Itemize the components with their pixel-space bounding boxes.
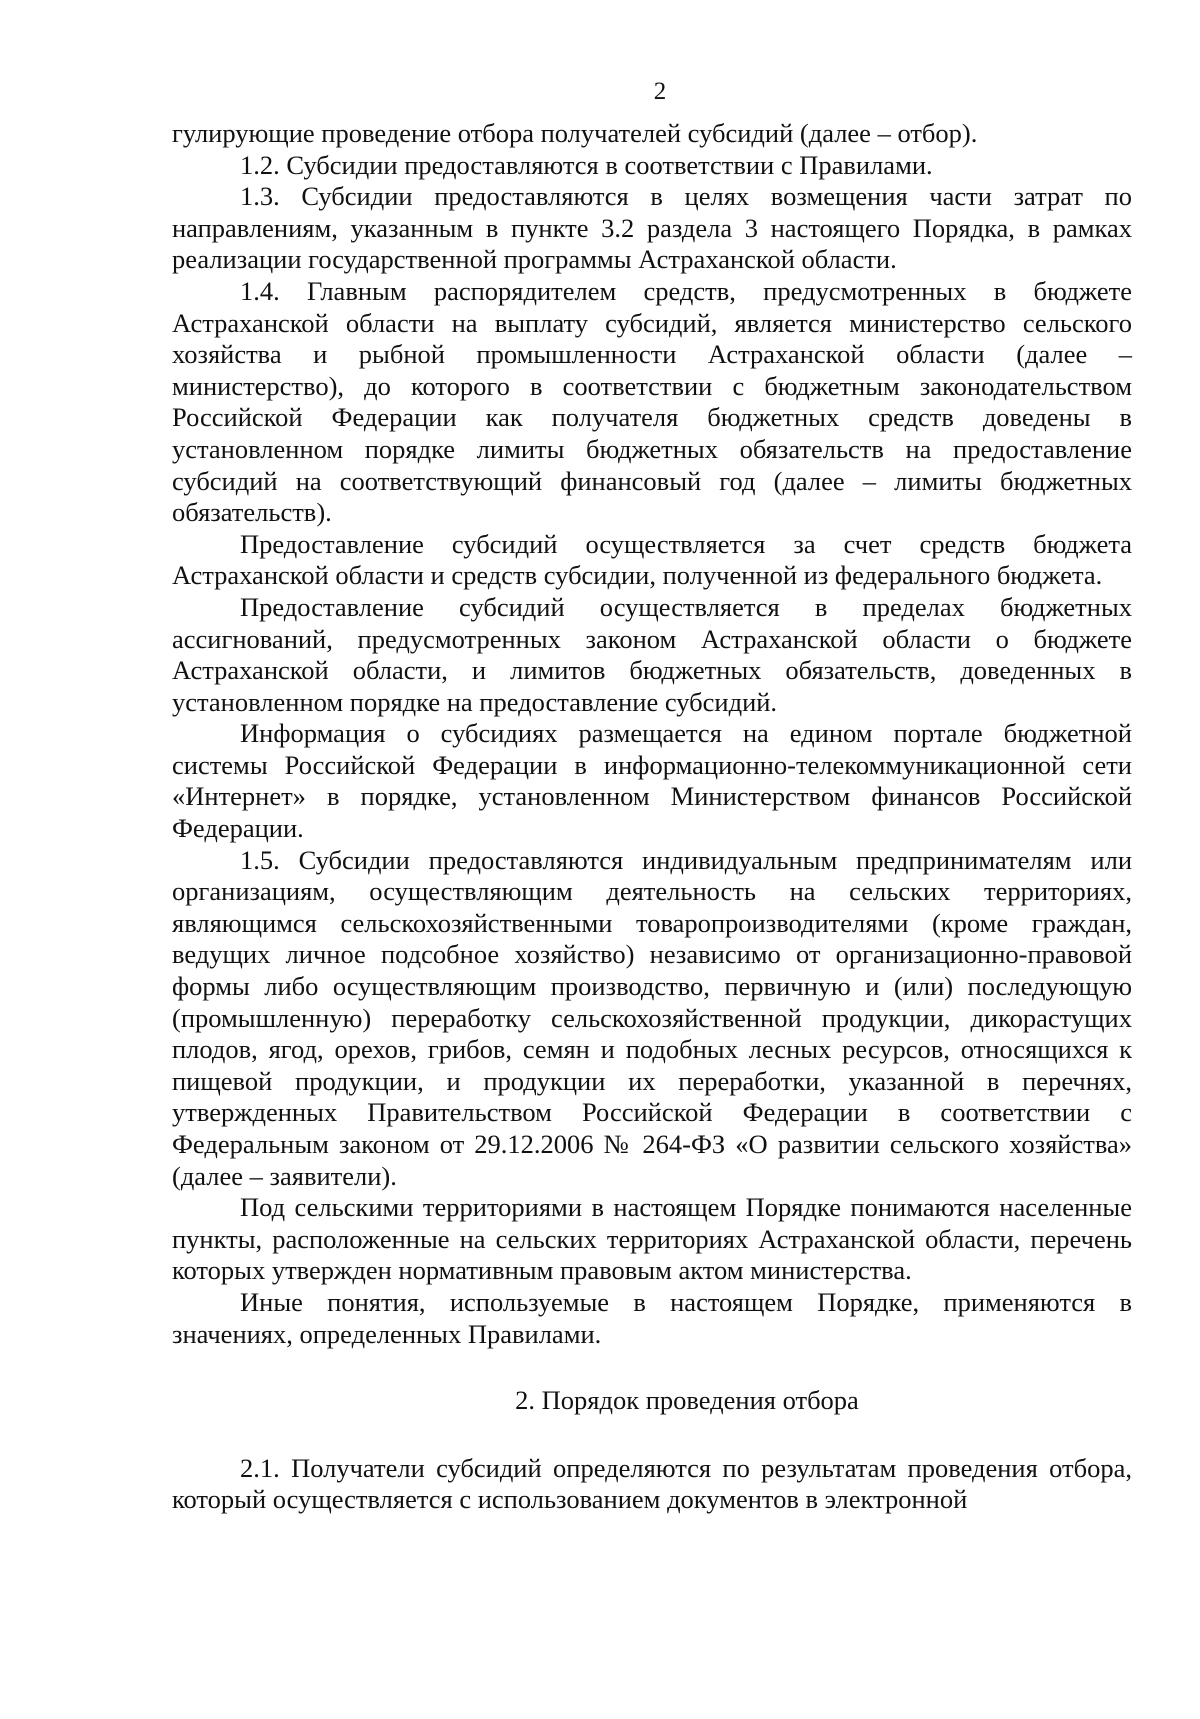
paragraph-rural-territories: Под сельскими территориями в настоящем Порядке понимаются населенные пункты, расположенные на сельских территориях Астраханской области, перечень которых утвержден нормативным правовым актом министерства. [172,1192,1132,1286]
document-body [172,118,1132,1516]
paragraph-1-5: 1.5. Субсидии предоставляются индивидуальным предпринимателям или организациям, осуществляющим деятельность на сельских территориях, являющимся сельскохозяйственными товаропроизводителями (кроме граждан, ведущих личное подсобное хозяйство) независимо от организационно-правовой формы либо осуществляющим производство, первичную и (или) последующую (промышленную) переработку сельскохозяйственной продукции, дикорастущих плодов, ягод, орехов, грибов, семян и подобных лесных ресурсов, относящихся к пищевой продукции, и продукции их переработки, указанной в перечнях, утвержденных Правительством Российской Федерации в соответствии с Федеральным законом от 29.12.2006 № 264-ФЗ «О развитии сельского хозяйства» (далее – заявители). [172,844,1132,1191]
paragraph-funding-limits: Предоставление субсидий осуществляется в пределах бюджетных ассигнований, предусмотренных законом Астраханской области о бюджете Астраханской области, и лимитов бюджетных обязательств, доведенных в установленном порядке на предоставление субсидий. [172,591,1132,717]
paragraph-funding-source: Предоставление субсидий осуществляется за счет средств бюджета Астраханской области и средств субсидии, полученной из федерального бюджета. [172,528,1132,591]
paragraph-1-4: 1.4. Главным распорядителем средств, предусмотренных в бюджете Астраханской области на выплату субсидий, является министерство сельского хозяйства и рыбной промышленности Астраханской области (далее – министерство), до которого в соответствии с бюджетным законодательством Российской Федерации как получателя бюджетных средств доведены в установленном порядке лимиты бюджетных обязательств на предоставление субсидий на соответствующий финансовый год (далее – лимиты бюджетных обязательств). [172,275,1132,528]
paragraph-continuation: гулирующие проведение отбора получателей субсидий (далее – отбор). [172,118,978,148]
page-number: 2 [653,78,667,105]
paragraph-2-1: 2.1. Получатели субсидий определяются по результатам проведения отбора, который осуществляется с использованием документов в электронной [172,1452,1132,1515]
paragraph-1-2: 1.2. Субсидии предоставляются в соответствии с Правилами. [240,149,933,180]
paragraph-1-3: 1.3. Субсидии предоставляются в целях возмещения части затрат по направлениям, указанным в пункте 3.2 раздела 3 настоящего Порядка, в рамках реализации государственной программы Астраханской области. [172,181,1132,275]
section-heading: 2. Порядок проведения отбора [515,1385,859,1416]
paragraph-portal-info: Информация о субсидиях размещается на едином портале бюджетной системы Российской Федерации в информационно-телекоммуникационной сети «Интернет» в порядке, установленном Министерством финансов Российской Федерации. [172,718,1132,844]
paragraph-other-terms: Иные понятия, используемые в настоящем Порядке, применяются в значениях, определенных Правилами. [172,1286,1132,1349]
